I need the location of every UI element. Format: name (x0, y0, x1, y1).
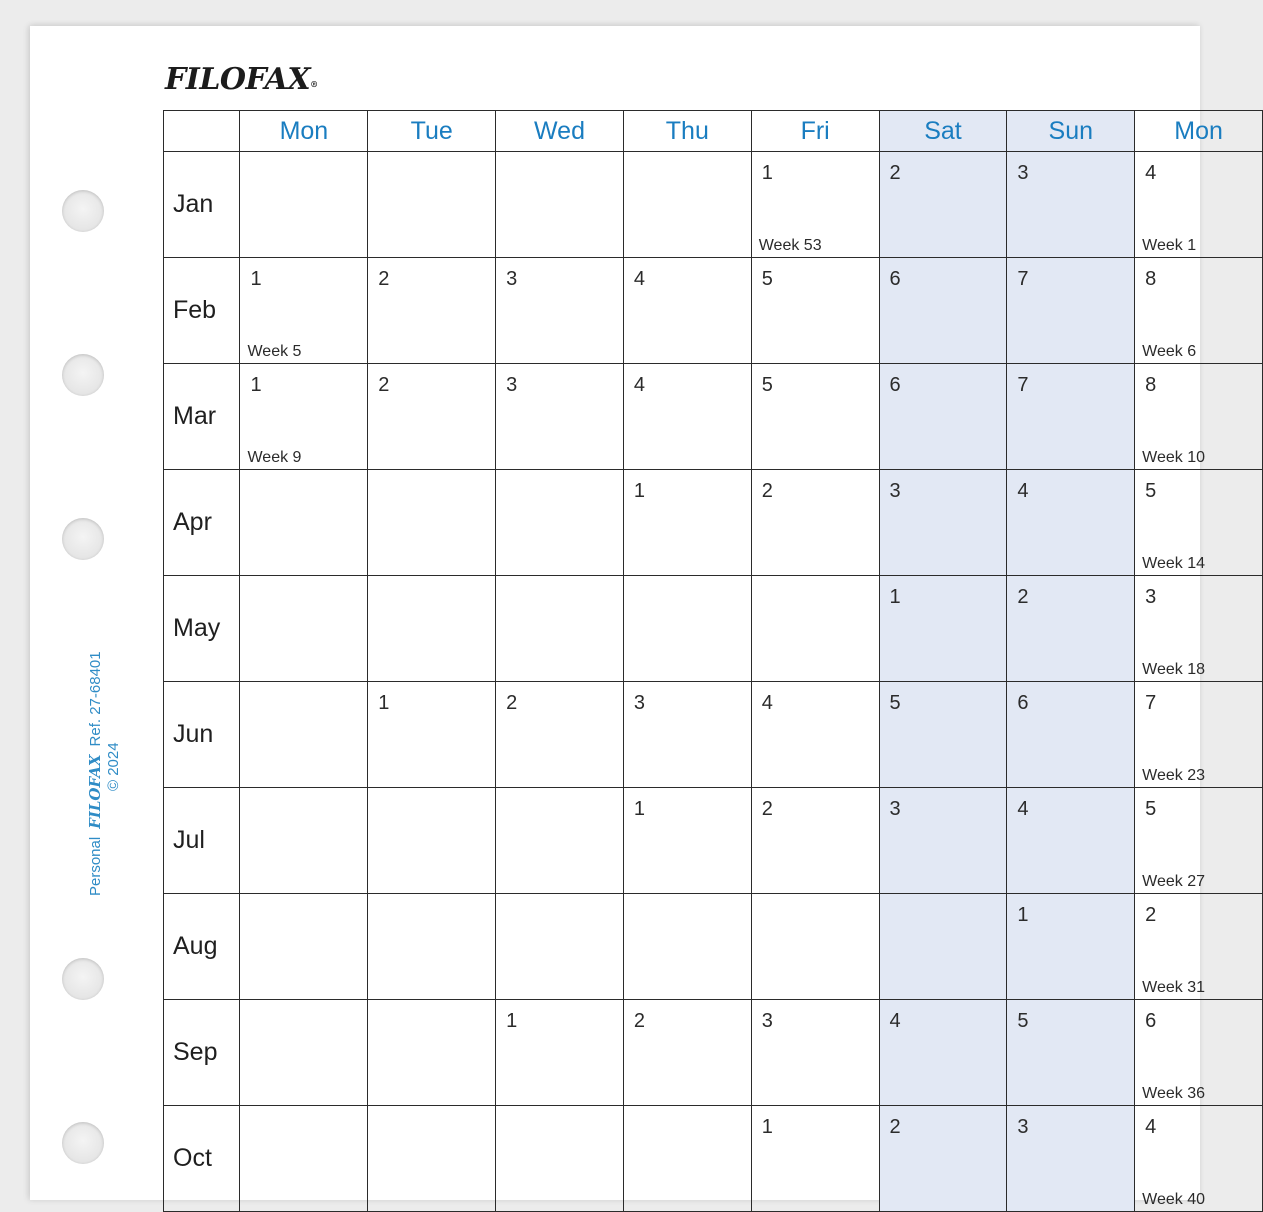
day-cell[interactable] (623, 894, 751, 1000)
day-cell[interactable] (879, 364, 1007, 470)
day-number: 1 (250, 268, 262, 290)
day-cell[interactable] (623, 576, 751, 682)
month-row (164, 894, 1263, 1000)
day-number: 6 (1017, 692, 1029, 714)
month-label: Jan (164, 152, 240, 258)
day-cell[interactable] (368, 788, 496, 894)
day-number: 2 (761, 798, 773, 820)
week-number-label: Week 40 (1142, 1191, 1206, 1208)
day-cell[interactable] (368, 1106, 496, 1212)
day-cell[interactable] (751, 470, 879, 576)
day-cell[interactable] (1135, 1106, 1263, 1212)
day-cell[interactable] (751, 576, 879, 682)
day-number: 5 (761, 268, 773, 290)
day-cell[interactable] (240, 894, 368, 1000)
day-cell[interactable] (240, 364, 368, 470)
month-label: Jun (164, 682, 240, 788)
month-row (164, 364, 1263, 470)
day-cell[interactable] (368, 364, 496, 470)
day-number: 4 (1017, 480, 1029, 502)
month-row (164, 1106, 1263, 1212)
week-number-label: Week 31 (1142, 979, 1206, 996)
day-cell[interactable] (1007, 1106, 1135, 1212)
day-number: 3 (889, 480, 901, 502)
day-number: 1 (1017, 904, 1029, 926)
weekday-header: Sun (1007, 111, 1135, 152)
day-cell[interactable] (1135, 470, 1263, 576)
day-number: 2 (889, 162, 901, 184)
day-number: 4 (889, 1010, 901, 1032)
day-cell[interactable] (623, 788, 751, 894)
side-imprint-line-1 (86, 651, 105, 896)
day-number: 2 (1017, 586, 1029, 608)
day-cell[interactable] (751, 1000, 879, 1106)
day-cell[interactable] (496, 894, 624, 1000)
weekday-header: Thu (623, 111, 751, 152)
month-row (164, 470, 1263, 576)
day-cell[interactable] (496, 682, 624, 788)
day-cell[interactable] (1007, 152, 1135, 258)
month-row (164, 152, 1263, 258)
day-cell[interactable] (751, 1106, 879, 1212)
day-cell[interactable] (496, 1000, 624, 1106)
month-row (164, 682, 1263, 788)
month-label: Aug (164, 894, 240, 1000)
day-cell[interactable] (879, 1000, 1007, 1106)
day-number: 3 (633, 692, 646, 714)
day-number: 2 (1145, 904, 1157, 926)
day-cell[interactable] (240, 152, 368, 258)
day-number: 3 (1017, 162, 1029, 184)
ref-label: Ref. 27-68401 (87, 651, 104, 747)
day-cell[interactable] (751, 788, 879, 894)
day-number: 4 (1017, 798, 1029, 820)
day-cell[interactable] (1007, 788, 1135, 894)
day-cell[interactable] (751, 258, 879, 364)
day-number: 1 (506, 1010, 518, 1032)
weekday-header: Mon (1135, 111, 1263, 152)
punch-hole (62, 958, 104, 1000)
day-number: 3 (761, 1010, 773, 1032)
week-number-label: Week 18 (1142, 661, 1206, 678)
day-cell[interactable] (623, 258, 751, 364)
size-label: Personal (87, 836, 104, 896)
punch-hole (62, 1122, 104, 1164)
day-number: 2 (633, 1010, 646, 1032)
day-number: 2 (506, 692, 518, 714)
day-cell[interactable] (240, 1106, 368, 1212)
day-cell[interactable] (496, 152, 624, 258)
day-number: 7 (1017, 374, 1029, 396)
month-label: Apr (164, 470, 240, 576)
day-cell[interactable] (1007, 682, 1135, 788)
weekday-header: Mon (240, 111, 368, 152)
day-number: 5 (1017, 1010, 1029, 1032)
side-imprint (86, 651, 123, 896)
day-cell[interactable] (751, 894, 879, 1000)
week-number-label: Week 9 (247, 449, 302, 466)
day-cell[interactable] (623, 364, 751, 470)
day-number: 4 (1145, 162, 1157, 184)
day-cell[interactable] (623, 1000, 751, 1106)
day-number: 3 (1017, 1116, 1029, 1138)
day-number: 1 (633, 480, 646, 502)
day-cell[interactable] (1135, 258, 1263, 364)
day-cell[interactable] (368, 1000, 496, 1106)
day-cell[interactable] (496, 576, 624, 682)
week-number-label: Week 27 (1142, 873, 1206, 890)
day-cell[interactable] (879, 682, 1007, 788)
day-number: 7 (1145, 692, 1157, 714)
copyright-label: © 2024 (105, 742, 122, 791)
day-cell[interactable] (240, 788, 368, 894)
month-label: May (164, 576, 240, 682)
week-number-label: Week 23 (1142, 767, 1206, 784)
day-cell[interactable] (623, 1106, 751, 1212)
day-cell[interactable] (496, 258, 624, 364)
day-number: 1 (378, 692, 390, 714)
day-number: 4 (633, 374, 646, 396)
day-cell[interactable] (240, 258, 368, 364)
day-number: 1 (889, 586, 901, 608)
day-cell[interactable] (240, 470, 368, 576)
day-cell[interactable] (368, 682, 496, 788)
day-cell[interactable] (751, 682, 879, 788)
day-cell[interactable] (496, 470, 624, 576)
day-cell[interactable] (879, 152, 1007, 258)
day-cell[interactable] (368, 894, 496, 1000)
week-number-label: Week 53 (758, 237, 822, 254)
day-cell[interactable] (1135, 364, 1263, 470)
header-corner (164, 111, 240, 152)
day-cell[interactable] (240, 576, 368, 682)
brand-logo (165, 62, 318, 97)
day-number: 5 (761, 374, 773, 396)
day-cell[interactable] (879, 258, 1007, 364)
day-number: 8 (1145, 268, 1157, 290)
day-cell[interactable] (1007, 364, 1135, 470)
day-cell[interactable] (623, 152, 751, 258)
weekday-header-row (164, 111, 1263, 152)
punch-hole (62, 190, 104, 232)
week-number-label: Week 5 (247, 343, 302, 360)
day-number: 1 (761, 1116, 773, 1138)
month-rows (164, 152, 1263, 1212)
day-number: 6 (889, 374, 901, 396)
day-cell[interactable] (368, 470, 496, 576)
day-cell[interactable] (1007, 258, 1135, 364)
day-number: 5 (889, 692, 901, 714)
day-cell[interactable] (496, 364, 624, 470)
weekday-header: Fri (751, 111, 879, 152)
day-number: 4 (761, 692, 773, 714)
day-number: 2 (761, 480, 773, 502)
day-number: 2 (378, 268, 390, 290)
month-label: Feb (164, 258, 240, 364)
day-number: 4 (1145, 1116, 1157, 1138)
day-number: 1 (250, 374, 262, 396)
week-number-label: Week 6 (1142, 343, 1197, 360)
day-cell[interactable] (1135, 682, 1263, 788)
day-cell[interactable] (751, 152, 879, 258)
day-number: 4 (633, 268, 646, 290)
day-cell[interactable] (879, 788, 1007, 894)
day-cell[interactable] (1135, 152, 1263, 258)
day-number: 2 (889, 1116, 901, 1138)
brand-logo-text: FILOFAX (165, 62, 311, 97)
day-cell[interactable] (368, 152, 496, 258)
day-cell[interactable] (1007, 894, 1135, 1000)
month-label: Jul (164, 788, 240, 894)
day-number: 5 (1145, 798, 1157, 820)
day-cell[interactable] (623, 682, 751, 788)
registered-mark: ® (310, 79, 318, 89)
day-number: 3 (889, 798, 901, 820)
day-number: 2 (378, 374, 390, 396)
day-number: 7 (1017, 268, 1029, 290)
day-number: 3 (1145, 586, 1157, 608)
side-logo: FILOFAX (86, 754, 104, 829)
day-number: 3 (506, 374, 518, 396)
day-number: 1 (761, 162, 773, 184)
day-cell[interactable] (623, 470, 751, 576)
day-cell[interactable] (1007, 576, 1135, 682)
weekday-header: Wed (496, 111, 624, 152)
day-number: 6 (1145, 1010, 1157, 1032)
punch-hole (62, 354, 104, 396)
week-number-label: Week 1 (1142, 237, 1197, 254)
month-row (164, 576, 1263, 682)
day-number: 8 (1145, 374, 1157, 396)
day-cell[interactable] (368, 576, 496, 682)
year-planner-grid (163, 110, 1263, 1212)
day-number: 1 (633, 798, 646, 820)
month-row (164, 258, 1263, 364)
day-cell[interactable] (879, 576, 1007, 682)
day-cell[interactable] (1135, 1000, 1263, 1106)
month-label: Mar (164, 364, 240, 470)
month-row (164, 788, 1263, 894)
day-number: 3 (506, 268, 518, 290)
week-number-label: Week 10 (1142, 449, 1206, 466)
day-cell[interactable] (1007, 470, 1135, 576)
day-number: 6 (889, 268, 901, 290)
punch-hole (62, 518, 104, 560)
week-number-label: Week 14 (1142, 555, 1206, 572)
weekday-header: Sat (879, 111, 1007, 152)
day-cell[interactable] (240, 1000, 368, 1106)
day-cell[interactable] (1135, 788, 1263, 894)
day-cell[interactable] (496, 788, 624, 894)
day-cell[interactable] (1135, 894, 1263, 1000)
day-cell[interactable] (240, 682, 368, 788)
day-cell[interactable] (368, 258, 496, 364)
day-cell[interactable] (1135, 576, 1263, 682)
day-cell[interactable] (751, 364, 879, 470)
month-label: Oct (164, 1106, 240, 1212)
month-row (164, 1000, 1263, 1106)
day-cell[interactable] (879, 470, 1007, 576)
day-cell[interactable] (879, 894, 1007, 1000)
day-cell[interactable] (1007, 1000, 1135, 1106)
week-number-label: Week 36 (1142, 1085, 1206, 1102)
weekday-header: Tue (368, 111, 496, 152)
day-number: 5 (1145, 480, 1157, 502)
day-cell[interactable] (496, 1106, 624, 1212)
day-cell[interactable] (879, 1106, 1007, 1212)
month-label: Sep (164, 1000, 240, 1106)
